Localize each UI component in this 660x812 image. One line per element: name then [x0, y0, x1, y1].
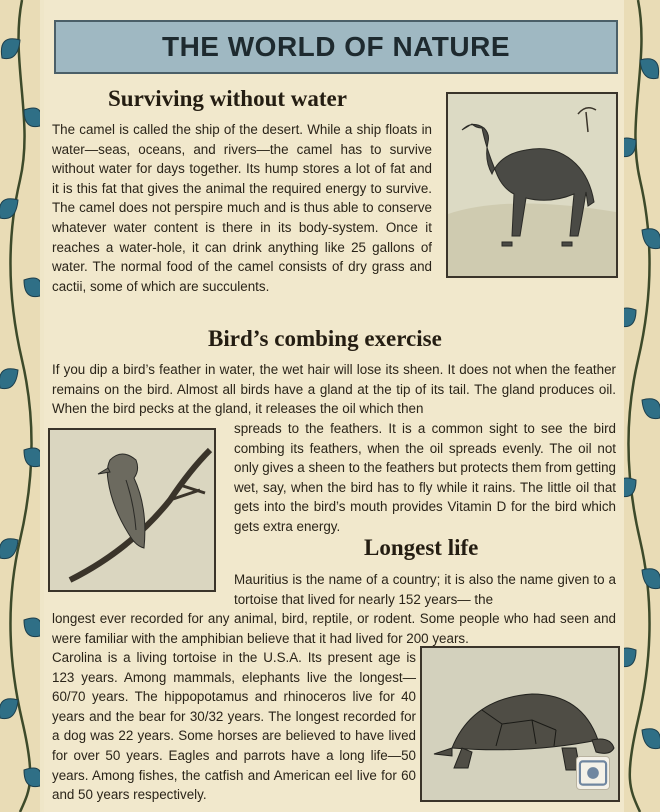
vine-border-icon	[0, 0, 40, 812]
section-heading-camel: Surviving without water	[108, 86, 347, 111]
section-text-bird-top: If you dip a bird’s feather in water, the wet hair will lose its sheen. It does not when the feather remains on the bird. Almost all birds have a gland at the tip of its tail. The gland produces oil. When the bird pecks at the gland, it releases the oil which then	[52, 362, 616, 417]
section-heading-bird: Bird’s combing exercise	[208, 326, 442, 351]
vine-border-icon	[620, 0, 660, 812]
section-text-bird-side: spreads to the feathers. It is a common sight to see the bird combing its feathers, when the oil spreads evenly. The oil not only gives a sheen to the feathers but protects them from getting wet, say, when the bird has to fly while it rains. The little oil that gets into the bird’s mouth provides Vitamin D for the bird which gets extra energy.	[234, 421, 616, 534]
corner-stamp-icon	[576, 756, 610, 790]
vine-border-left	[0, 0, 40, 812]
page-title: THE WORLD OF NATURE	[161, 31, 511, 62]
article-page	[44, 0, 624, 812]
camel-illustration	[446, 92, 618, 278]
section-text-camel: The camel is called the ship of the desert. While a ship floats in water—seas, oceans, and rivers—the camel has to survive without water for days together. Its hump stores a lot of fat and it is this fat that gives the animal the required energy to survive. The camel does not perspire much and is thus able to conserve whatever water content is there in its body-system. Once it reaches a water-hole, it can drink anything like 25 gallons of water. The normal food of the camel consists of dry grass and cactii, some of which are succulents.	[52, 122, 432, 294]
bird-illustration	[48, 428, 216, 592]
vine-border-right	[620, 0, 660, 812]
section-heading-longest-life: Longest life	[364, 535, 479, 560]
section-text-longest-intro: Mauritius is the name of a country; it is also the name given to a tortoise that lived for nearly 152 years— the	[234, 572, 616, 607]
section-text-longest-side: Carolina is a living tortoise in the U.S.A. Its present age is 123 years. Among mammals, elephants live the longest—60/70 years. The hippopotamus and rhinoceros live for 40 years and the bear for 30/32 years. The longest recorded for a dog was 22 years. Some horses are believed to have lived for over 50 years. Eagles and parrots have a long life—50 years. Among fishes, the catfish and American eel live for 60 and 50 years respectively.	[52, 650, 416, 803]
section-text-longest-full: longest ever recorded for any animal, bird, reptile, or rodent. Some people who had seen and were familiar with the amphibian believe that it had lived for 200 years.	[52, 611, 616, 646]
tortoise-illustration	[420, 646, 620, 802]
title-banner	[54, 20, 618, 74]
